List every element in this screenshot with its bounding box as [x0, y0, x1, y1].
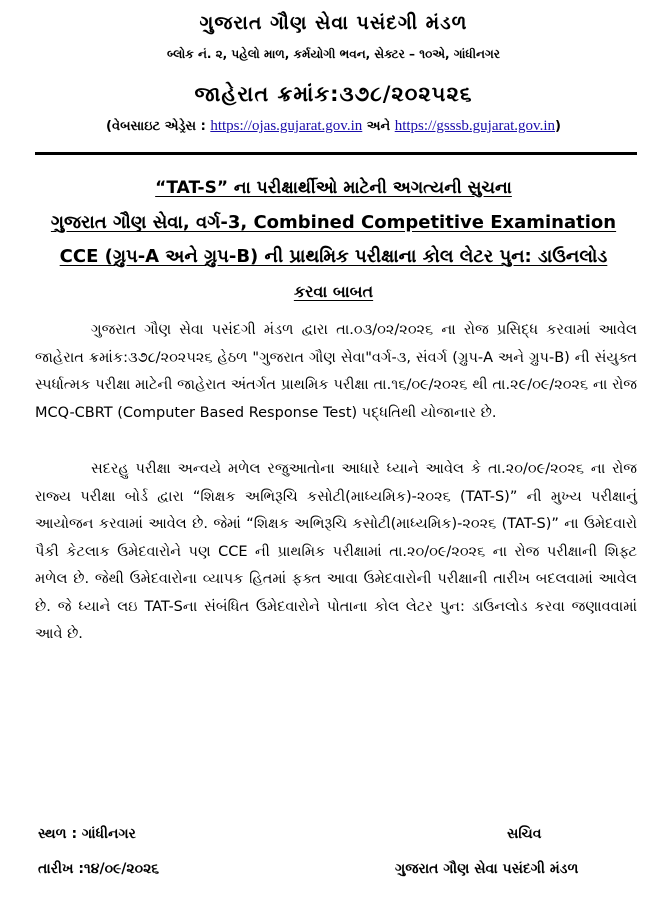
date-label: તારીખ :૧૪/૦૯/૨૦૨૬ — [38, 861, 160, 877]
body-paragraph-1: ગુજરાત ગૌણ સેવા પસંદગી મંડળ દ્વારા તા.૦૩/૦૨/૨૦૨૬ ના રોજ પ્રસિદ્ધ કરવામાં આવેલ જાહેરાત ક્રમાંક:૩૭૮/૨૦૨૫૨૬ હેઠળ "ગુજરાત ગૌણ સેવા"વર્ગ-૩, સંવર્ગ (ગ્રુપ-A અને ગ્રુપ-B) ની સંયુક્ત સ્પર્ધાત્મક પરીક્ષા માટેની જાહેરાત અંતર્ગત પ્રાથમિક પરીક્ષા તા.૧૬/૦૯/૨૦૨૬ થી તા.૨૯/૦૯/૨૦૨૬ ના રોજ MCQ-CBRT (Computer Based Response Test) પદ્ધતિથી યોજાનાર છે. — [35, 322, 637, 421]
place-label: સ્થળ : ગાંધીનગર — [38, 826, 136, 842]
website-and: અને — [362, 119, 395, 134]
website-line — [0, 118, 667, 135]
ojas-website-link[interactable]: https://ojas.gujarat.gov.in — [210, 118, 363, 134]
organization-address: બ્લોક નં. ૨, પહેલો માળ, કર્મયોગી ભવન, સેક્ટર – ૧૦એ, ગાંધીનગર — [167, 47, 500, 61]
advertisement-number: જાહેરાત ક્રમાંક:૩૭૮/૨૦૨૫૨૬ — [194, 82, 473, 106]
subject-line-2: ગુજરાત ગૌણ સેવા, વર્ગ-3, Combined Competitive Examination — [50, 212, 617, 233]
signatory-organization: ગુજરાત ગૌણ સેવા પસંદગી મંડળ — [395, 861, 579, 877]
subject-line-1: “TAT-S” ના પરીક્ષાર્થીઓ માટેની અગત્યની સુચના — [155, 178, 512, 198]
website-suffix: ) — [555, 119, 561, 134]
subject-line-3: CCE (ગ્રુપ-A અને ગ્રુપ-B) ની પ્રાથમિક પરીક્ષાના કોલ લેટર પુન: ડાઉનલોડ — [59, 246, 608, 267]
secretary-title: સચિવ — [507, 826, 542, 842]
body-paragraph-2: સદરહુ પરીક્ષા અન્વયે મળેલ રજુઆતોના આધારે ધ્યાને આવેલ કે તા.૨૦/૦૯/૨૦૨૬ ના રોજ રાજ્ય પરીક્ષા બોર્ડ દ્વારા “શિક્ષક અભિરૂચિ કસોટી(માધ્યમિક)-૨૦૨૬ (TAT-S)” ની મુખ્ય પરીક્ષાનું આયોજન કરવામાં આવેલ છે. જેમાં “શિક્ષક અભિરૂચિ કસોટી(માધ્યમિક)-૨૦૨૬ (TAT-S)” ના ઉમેદવારો પૈકી કેટલાક ઉમેદવારોને પણ CCE ની પ્રાથમિક પરીક્ષામાં તા.૨૦/૦૯/૨૦૨૬ ના રોજ પરીક્ષાની શિફ્ટ મળેલ છે. જેથી ઉમેદવારોના વ્યાપક હિતમાં ફક્ત આવા ઉમેદવારોની પરીક્ષાની તારીખ બદલવામાં આવેલ છે. જે ધ્યાને લઇ TAT-Sના સંબંધિત ઉમેદવારોને પોતાના કોલ લેટર પુન: ડાઉનલોડ કરવા જણાવવામાં આવે છે. — [35, 461, 637, 642]
header-divider — [35, 152, 637, 155]
website-prefix: (વેબસાઇટ એડ્રેસ : — [106, 119, 211, 134]
subject-line-4: કરવા બાબત — [293, 282, 374, 301]
gsssb-website-link[interactable]: https://gsssb.gujarat.gov.in — [394, 118, 555, 134]
organization-name: ગુજરાત ગૌણ સેવા પસંદગી મંડળ — [199, 12, 468, 34]
